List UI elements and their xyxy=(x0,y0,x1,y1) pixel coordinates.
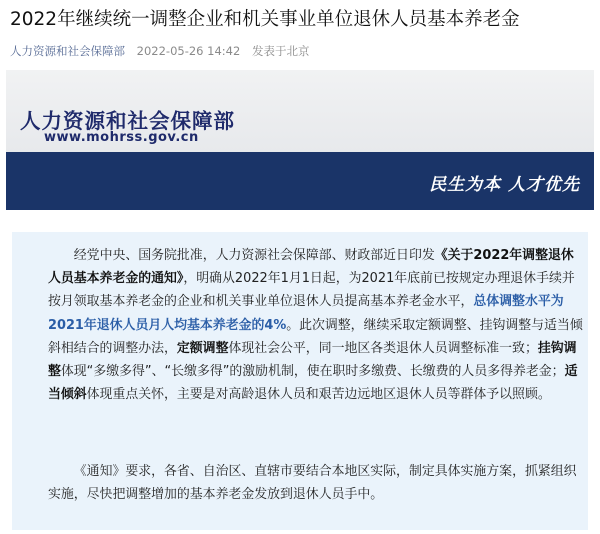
p1-emph-linked: 挂钩调整 xyxy=(48,340,577,380)
banner-ministry-name: 人力资源和社会保障部 xyxy=(20,109,235,133)
article-title: 2022年继续统一调整企业和机关事业单位退休人员基本养老金 xyxy=(10,9,520,30)
p1-emph-fixed: 定额调整 xyxy=(176,340,229,356)
p1-text: 经党中央、国务院批准，人力资源社会保障部、财政部近日印发 xyxy=(73,248,435,263)
p1-highlight-overall-level: 总体调整水平为2021年退休人员月人均基本养老金的4% xyxy=(48,294,564,333)
article-paragraph-1 xyxy=(48,244,584,406)
banner-motto: 民生为本 人才优先 xyxy=(429,175,580,195)
article-paragraph-2: 《通知》要求，各省、自治区、直辖市要结合本地区实际，制定具体实施方案，抓紧组织实施，尽快把调整增加的基本养老金发放到退休人员手中。 xyxy=(48,464,577,503)
p1-text: 体现重点关怀，主要是对高龄退休人员和艰苦边远地区退休人员等群体予以照顾。 xyxy=(86,387,551,403)
article-meta xyxy=(10,44,317,58)
publish-location: 发表于北京 xyxy=(251,44,310,58)
p1-emph-tilt: 适当倾斜 xyxy=(48,364,578,403)
p1-text: 体现社会公平，同一地区各类退休人员调整标准一致； xyxy=(228,340,538,356)
p1-text: 。此次调整，继续采取定额调整、挂钩调整与适当倾斜相结合的调整办法， xyxy=(48,317,583,356)
publish-datetime: 2022-05-26 14:42 xyxy=(136,44,241,58)
banner-url: www.mohrss.gov.cn xyxy=(44,130,199,145)
p1-text: ，明确从2022年1月1日起，为2021年底前已按规定办理退休手续并按月领取基本养老金的企业和机关事业单位退休人员提高基本养老金水平， xyxy=(48,271,575,310)
source-link[interactable]: 人力资源和社会保障部 xyxy=(10,44,125,58)
p1-notice-title: 《关于2022年调整退休人员基本养老金的通知》 xyxy=(48,248,574,287)
p1-text: 体现“多缴多得”、“长缴多得”的激励机制，使在职时多缴费、长缴费的人员多得养老金； xyxy=(60,364,565,380)
